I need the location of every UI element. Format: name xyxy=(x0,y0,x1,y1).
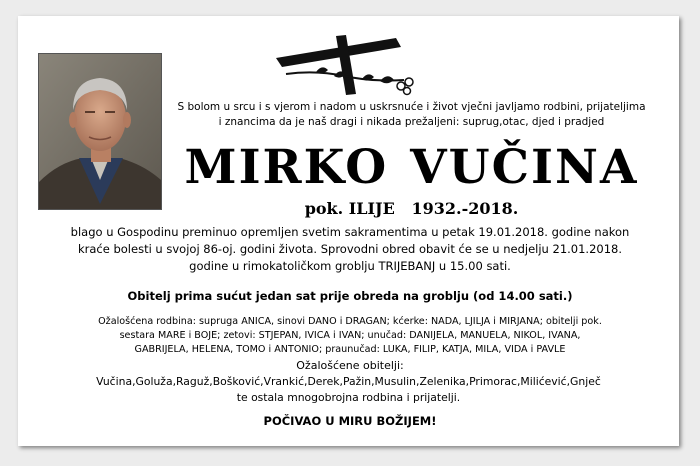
deceased-name xyxy=(168,140,655,195)
last-name: VUČINA xyxy=(410,140,639,195)
notice-line: blago u Gospodinu preminuo opremljen svetim sakramentima u petak 19.01.2018. godine nakon xyxy=(70,225,630,239)
death-notice xyxy=(40,224,660,275)
first-name: MIRKO xyxy=(184,140,389,195)
families-surnames: Vučina,Goluža,Raguž,Bošković,Vrankić,Derek,Pažin,Musulin,Zelenika,Primorac,Milićević,Gnječ xyxy=(96,375,601,388)
relatives-line: sestara MARE i BOJE; zetovi: STJEPAN, IVICA i IVAN; unučad: DANIJELA, MANUELA, NIKOL, IVANA, xyxy=(119,330,581,341)
families-title: Ožalošćene obitelji: xyxy=(296,359,404,372)
father-and-years: pok. ILIJE 1932.-2018. xyxy=(304,199,519,218)
families-tail: te ostala mnogobrojna rodbina i prijatelji. xyxy=(236,391,461,404)
obituary-card xyxy=(18,16,679,446)
families-list xyxy=(28,374,669,406)
announcement-intro xyxy=(168,100,655,130)
mourning-relatives xyxy=(40,315,660,357)
notice-line: godine u rimokatoličkom groblju TRIJEBANJ u 15.00 sati. xyxy=(189,259,511,273)
notice-line: kraće bolesti u svojoj 86-oj. godini života. Sprovodni obred obavit će se u nedjelju 21.01.2018. xyxy=(77,242,623,256)
relatives-line: GABRIJELA, HELENA, TOMO i ANTONIO; praunučad: LUKA, FILIP, KATJA, MILA, VIDA i PAVLE xyxy=(134,344,566,355)
intro-line: S bolom u srcu i s vjerom i nadom u uskrsnuće i život vječni javljamo rodbini, prijateljima xyxy=(177,101,646,113)
closing-prayer: POČIVAO U MIRU BOŽIJEM! xyxy=(263,414,437,428)
condolence-notice: Obitelj prima sućut jedan sat prije obreda na groblju (od 14.00 sati.) xyxy=(127,289,573,303)
intro-line: i znancima da je naš dragi i nikada prežaljeni: suprug,otac, djed i pradjed xyxy=(218,116,605,128)
portrait-photo xyxy=(38,53,162,210)
relatives-line: Ožalošćena rodbina: supruga ANICA, sinovi DANO i DRAGAN; kćerke: NADA, LJILJA i MIRJANA; obitelji pok. xyxy=(98,316,602,327)
cross-with-branch-icon xyxy=(276,34,424,96)
